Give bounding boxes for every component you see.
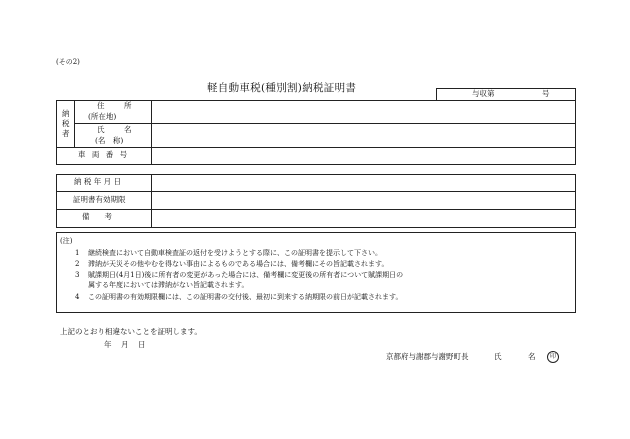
remarks-label: 備 考 bbox=[82, 212, 112, 221]
address-field[interactable] bbox=[153, 101, 573, 122]
address-label-1: 住 bbox=[97, 101, 105, 110]
receipt-prefix: 与収第 bbox=[472, 89, 495, 98]
note-number: 4 bbox=[75, 293, 80, 301]
note-text-continued: 属する年度においては滞納がない旨記載されます。 bbox=[88, 281, 249, 289]
note-text: 賦課期日(4月1日)後に所有者の変更があった場合には、備考欄に変更後の所有者について賦課期日の bbox=[88, 271, 404, 279]
taxpayer-label-3: 者 bbox=[62, 129, 70, 138]
note-text: この証明書の有効期限欄には、この証明書の交付後、最初に到来する納期限の前日が記載されます。 bbox=[88, 293, 403, 301]
name-label-1: 氏 bbox=[97, 125, 105, 134]
certification-text: 上記のとおり相違ないことを証明します。 bbox=[60, 327, 202, 336]
remarks-field[interactable] bbox=[153, 211, 573, 226]
date-month-label: 月 bbox=[121, 340, 129, 349]
date-day-label: 日 bbox=[138, 340, 146, 349]
receipt-suffix: 号 bbox=[542, 89, 550, 98]
seal-text: 印 bbox=[549, 353, 556, 360]
vehicle-number-label: 車 両 番 号 bbox=[78, 150, 128, 159]
issuer-name-label-2: 名 bbox=[528, 352, 536, 361]
notes-heading: (注) bbox=[60, 237, 73, 245]
name-sub-label: (名 称) bbox=[95, 136, 124, 145]
note-text: 滞納が天災その他やむを得ない事由によるものである場合には、備考欄にその旨記載されます。 bbox=[88, 260, 389, 268]
validity-label: 証明書有効期限 bbox=[73, 195, 126, 204]
payment-date-label: 納 税 年 月 日 bbox=[74, 177, 122, 186]
form-number: (その2) bbox=[56, 58, 80, 66]
date-year-label: 年 bbox=[104, 340, 112, 349]
name-label-2: 名 bbox=[124, 125, 132, 134]
issuer-authority: 京都府与謝郡与謝野町長 bbox=[386, 352, 469, 361]
payment-date-field[interactable] bbox=[153, 175, 573, 190]
address-label-2: 所 bbox=[124, 101, 132, 110]
note-text: 継続検査において自動車検査証の返付を受けようとする際に、この証明書を提示して下さい。 bbox=[88, 249, 382, 257]
note-number: 3 bbox=[75, 271, 80, 279]
page-title: 軽自動車税(種別割)納税証明書 bbox=[207, 82, 357, 94]
name-field[interactable] bbox=[153, 125, 573, 146]
issuer-name-label-1: 氏 bbox=[494, 352, 502, 361]
taxpayer-label-1: 納 bbox=[62, 109, 70, 118]
validity-field[interactable] bbox=[153, 193, 573, 208]
note-number: 2 bbox=[75, 260, 80, 268]
vehicle-number-field[interactable] bbox=[153, 149, 573, 162]
seal-mark bbox=[547, 351, 559, 363]
note-number: 1 bbox=[75, 249, 80, 257]
address-sub-label: (所在地) bbox=[88, 112, 117, 121]
taxpayer-label-2: 税 bbox=[62, 119, 70, 128]
